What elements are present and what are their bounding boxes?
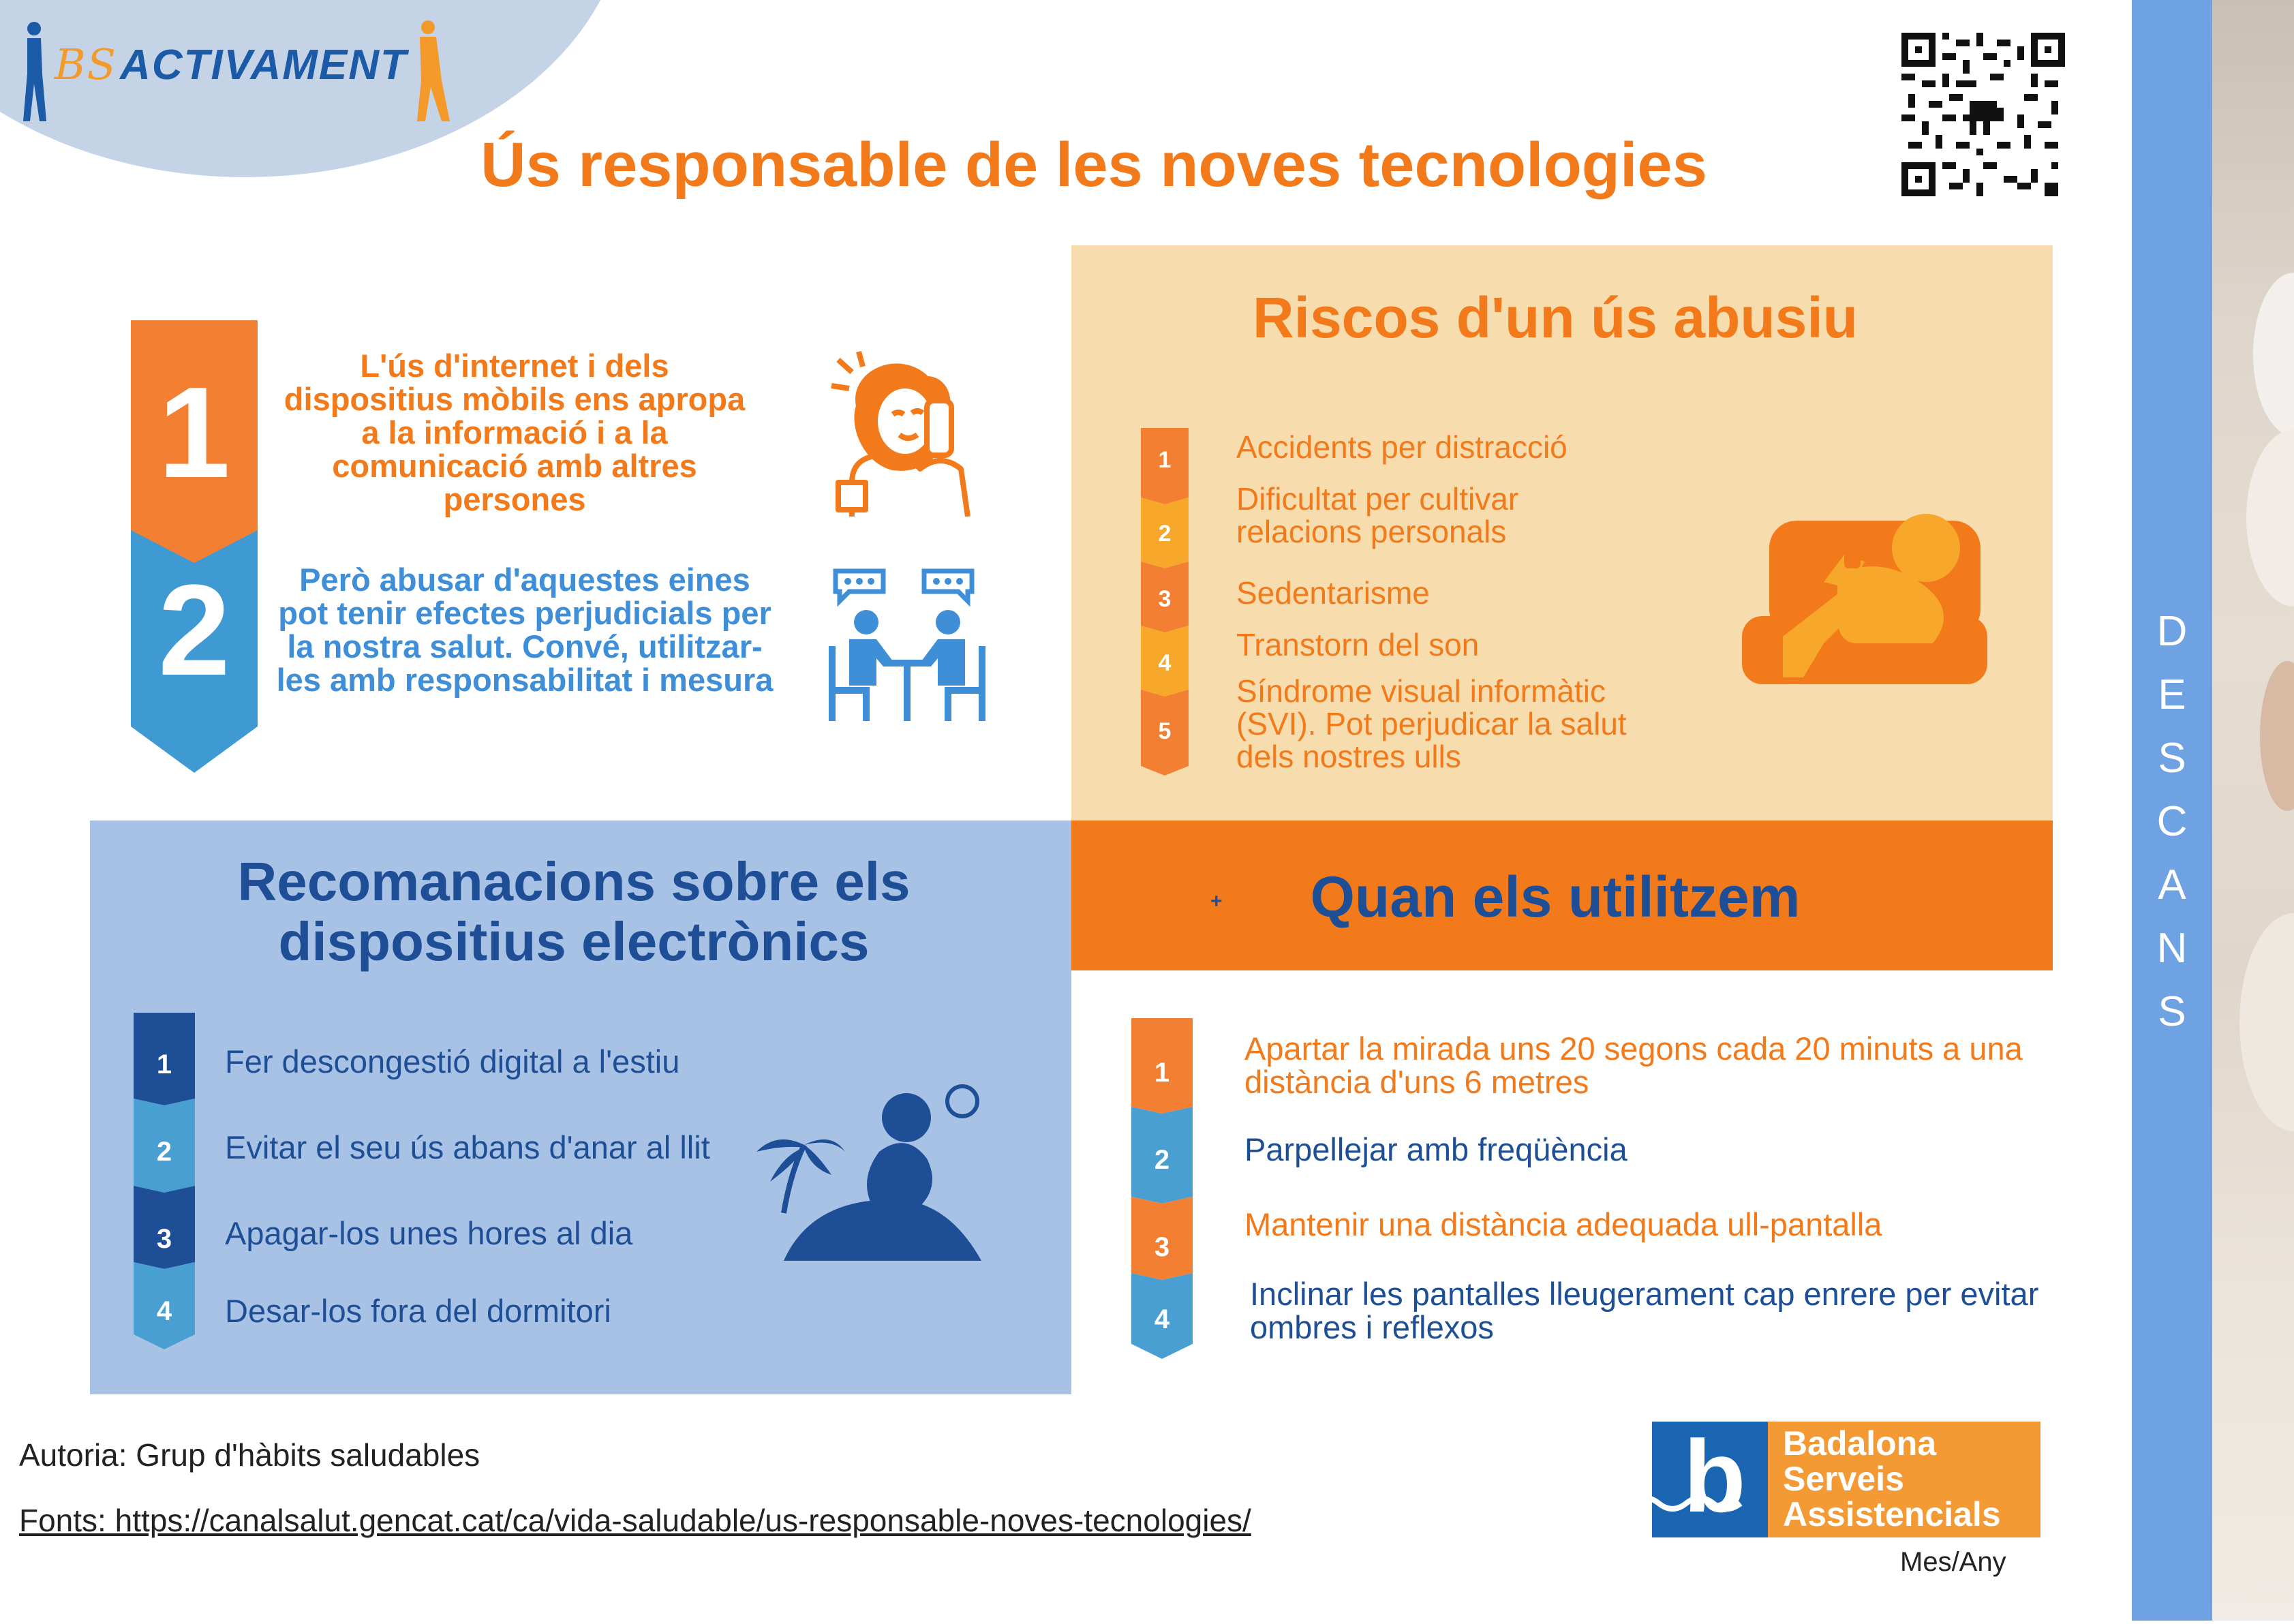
page-title: Ús responsable de les noves tecnologies (480, 130, 1707, 200)
risk-badge-4: 4 (1158, 650, 1172, 676)
usage-title: Quan els utilitzem (1310, 865, 1801, 929)
risk-badge-1: 1 (1158, 447, 1172, 473)
side-letter: D (2156, 608, 2188, 655)
bsa-line-2: Serveis (1783, 1460, 1904, 1498)
recommendation-badge-3: 3 (156, 1224, 172, 1254)
usage-badge-2: 2 (1154, 1145, 1170, 1175)
bsa-line-1: Badalona (1783, 1424, 1937, 1462)
side-letter: E (2158, 671, 2186, 718)
recommendation-badge-2: 2 (156, 1137, 172, 1167)
recommendation-badge-1: 1 (156, 1050, 172, 1079)
recommendation-badge-4: 4 (156, 1296, 172, 1326)
logo-name: ACTIVAMENT (120, 42, 408, 89)
usage-item-2: Parpellejar amb freqüència (1244, 1131, 1627, 1167)
risk-item-2: Dificultat per cultivar relacions personals (1236, 481, 1519, 549)
logo (55, 40, 408, 89)
people-talking-icon (822, 557, 992, 731)
risk-item-3: Sedentarisme (1236, 575, 1430, 611)
usage-badge-4: 4 (1154, 1304, 1170, 1334)
authorship-text: Autoria: Grup d'hàbits saludables (19, 1437, 480, 1473)
side-letter: S (2158, 735, 2186, 782)
bsa-line-3: Assistencials (1783, 1495, 2001, 1533)
sources-link[interactable]: Fonts: https://canalsalut.gencat.cat/ca/vida-saludable/us-responsable-noves-tecnologies/ (19, 1503, 1251, 1538)
bsa-logo-text (1783, 1426, 2001, 1532)
risk-badge-3: 3 (1158, 586, 1172, 612)
recommendations-title: Recomanacions sobre els dispositius electrònics (237, 851, 911, 972)
risk-badge-2: 2 (1158, 521, 1172, 547)
side-letter: A (2158, 861, 2186, 908)
side-photo (2212, 0, 2294, 1621)
risk-badge-5: 5 (1158, 718, 1172, 744)
intro-text-1: L'ús d'internet i dels dispositius mòbils ens apropa a la informació i a la comunicació amb altres persones (284, 348, 746, 517)
intro-number-1-badge (131, 320, 258, 530)
side-word-descans (2132, 600, 2212, 1043)
recommendation-item-3: Apagar-los unes hores al dia (225, 1215, 633, 1251)
person-phone-icon (825, 346, 995, 520)
qr-code-icon (1901, 33, 2065, 196)
bsa-logo-mark (1652, 1419, 1768, 1537)
bsa-logo-letter: b (1683, 1419, 1746, 1533)
intro-text-2: Però abusar d'aquestes eines pot tenir efectes perjudicials per la nostra salut. Convé, utilitzar-les amb responsabilitat i mesura (276, 562, 774, 698)
risk-item-4: Transtorn del son (1236, 627, 1480, 662)
side-letter: N (2156, 925, 2188, 972)
logo-bs: BS (55, 40, 118, 89)
date-placeholder: Mes/Any (1900, 1547, 2006, 1577)
recommendation-item-4: Desar-los fora del dormitori (225, 1293, 611, 1329)
risk-item-5: Síndrome visual informàtic (SVI). Pot perjudicar la salut dels nostres ulls (1236, 673, 1627, 774)
plus-icon: + (1210, 890, 1223, 913)
usage-item-3: Mantenir una distància adequada ull-pantalla (1244, 1206, 1882, 1242)
side-letter: C (2156, 798, 2188, 845)
risk-item-1: Accidents per distracció (1236, 429, 1567, 465)
risks-title: Riscos d'un ús abusiu (1252, 286, 1859, 350)
usage-item-4: Inclinar les pantalles lleugerament cap enrere per evitar ombres i reflexos (1250, 1276, 2039, 1345)
recommendation-item-2: Evitar el seu ús abans d'anar al llit (225, 1129, 710, 1165)
side-letter: S (2158, 988, 2186, 1035)
usage-badge-1: 1 (1154, 1058, 1170, 1088)
recommendation-item-1: Fer descongestió digital a l'estiu (225, 1043, 680, 1079)
intro-number-1: 1 (158, 361, 230, 505)
person-island-icon (743, 1077, 988, 1271)
person-lying-sofa-icon (1742, 500, 1987, 688)
intro-number-2: 2 (158, 558, 230, 703)
usage-badge-3: 3 (1154, 1232, 1170, 1262)
usage-item-1: Apartar la mirada uns 20 segons cada 20 minuts a una distància d'uns 6 metres (1244, 1030, 2023, 1100)
